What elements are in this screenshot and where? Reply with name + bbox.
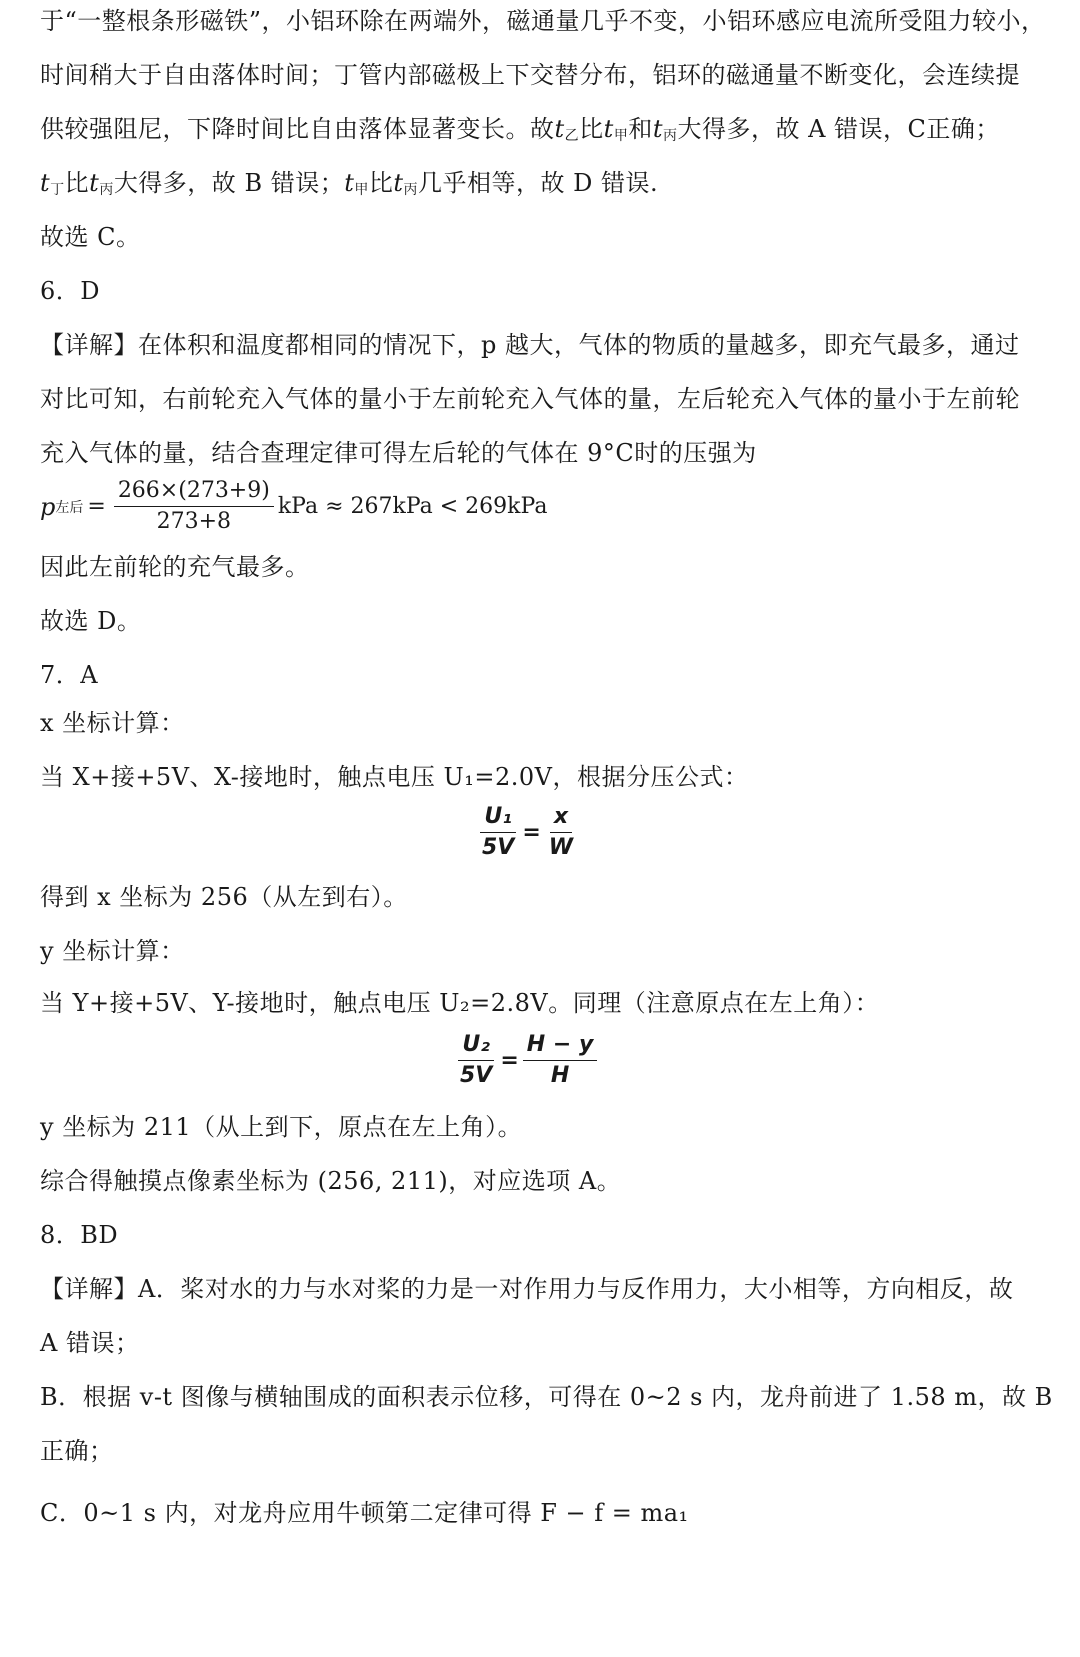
text-line: 当 X+接+5V、X-接地时，触点电压 U₁=2.0V，根据分压公式：: [40, 763, 749, 791]
text-line: y 坐标为 211（从上到下，原点在左上角）。: [40, 1113, 523, 1141]
text-line: 综合得触摸点像素坐标为 (256, 211)，对应选项 A。: [40, 1167, 622, 1195]
text-line: $t_丁$比$t_丙$大得多，故 B 错误；$t_甲$比$t_丙$几乎相等，故 D 错误.: [40, 169, 659, 198]
question-number: 8．BD: [40, 1221, 119, 1249]
text-line: 充入气体的量，结合查理定律可得左后轮的气体在 9°C时的压强为: [40, 439, 757, 467]
text-line: C．0~1 s 内，对龙舟应用牛顿第二定律可得 F − f = ma₁: [40, 1499, 689, 1527]
question-number: 7．A: [40, 661, 99, 689]
text-line: 对比可知，右前轮充入气体的量小于左前轮充入气体的量，左后轮充入气体的量小于左前轮: [40, 385, 1020, 413]
text-line: 得到 x 坐标为 256（从左到右）。: [40, 883, 408, 911]
text-line: 【详解】在体积和温度都相同的情况下，p 越大，气体的物质的量越多，即充气最多，通过: [40, 331, 1020, 359]
text-line: x 坐标计算：: [40, 709, 185, 737]
equation-pressure: p 左后 = $\frac{266\times(273+9)}{273+8}$ kPa ≈ 267kPa < 269kPa: [40, 478, 548, 534]
question-number: 6．D: [40, 277, 101, 305]
text-line: 故选 C。: [40, 223, 141, 251]
text-line: 时间稍大于自由落体时间；丁管内部磁极上下交替分布，铝环的磁通量不断变化，会连续提: [40, 61, 1020, 89]
text-line: y 坐标计算：: [40, 937, 185, 965]
text-line: B．根据 v-t 图像与横轴围成的面积表示位移，可得在 0~2 s 内，龙舟前进了 1.58 m，故 B: [40, 1383, 1053, 1411]
text-line: A 错误；: [40, 1329, 140, 1357]
text-line: 故选 D。: [40, 607, 142, 635]
text-line: 供较强阻尼，下降时间比自由落体显著变长。故$t_乙$比$t_甲$和$t_丙$大得多，故 A 错误，C正确；: [40, 115, 1000, 144]
text-line: 正确；: [40, 1437, 114, 1465]
text-line: 【详解】A．桨对水的力与水对桨的力是一对作用力与反作用力，大小相等，方向相反，故: [40, 1275, 1014, 1303]
equation-x: $\frac{\text{U₁}}{5V}$ = $\frac{x}{W}$: [482, 804, 574, 860]
text-line: 因此左前轮的充气最多。: [40, 553, 310, 581]
text-line: 于“一整根条形磁铁”，小铝环除在两端外，磁通量几乎不变，小铝环感应电流所受阻力较小，: [40, 7, 1046, 35]
equation-y: $\frac{\text{U₂}}{5V}$ = $\frac{H - y}{H}$: [452, 1032, 601, 1089]
text-line: 当 Y+接+5V、Y-接地时，触点电压 U₂=2.8V。同理（注意原点在左上角）：: [40, 989, 880, 1017]
